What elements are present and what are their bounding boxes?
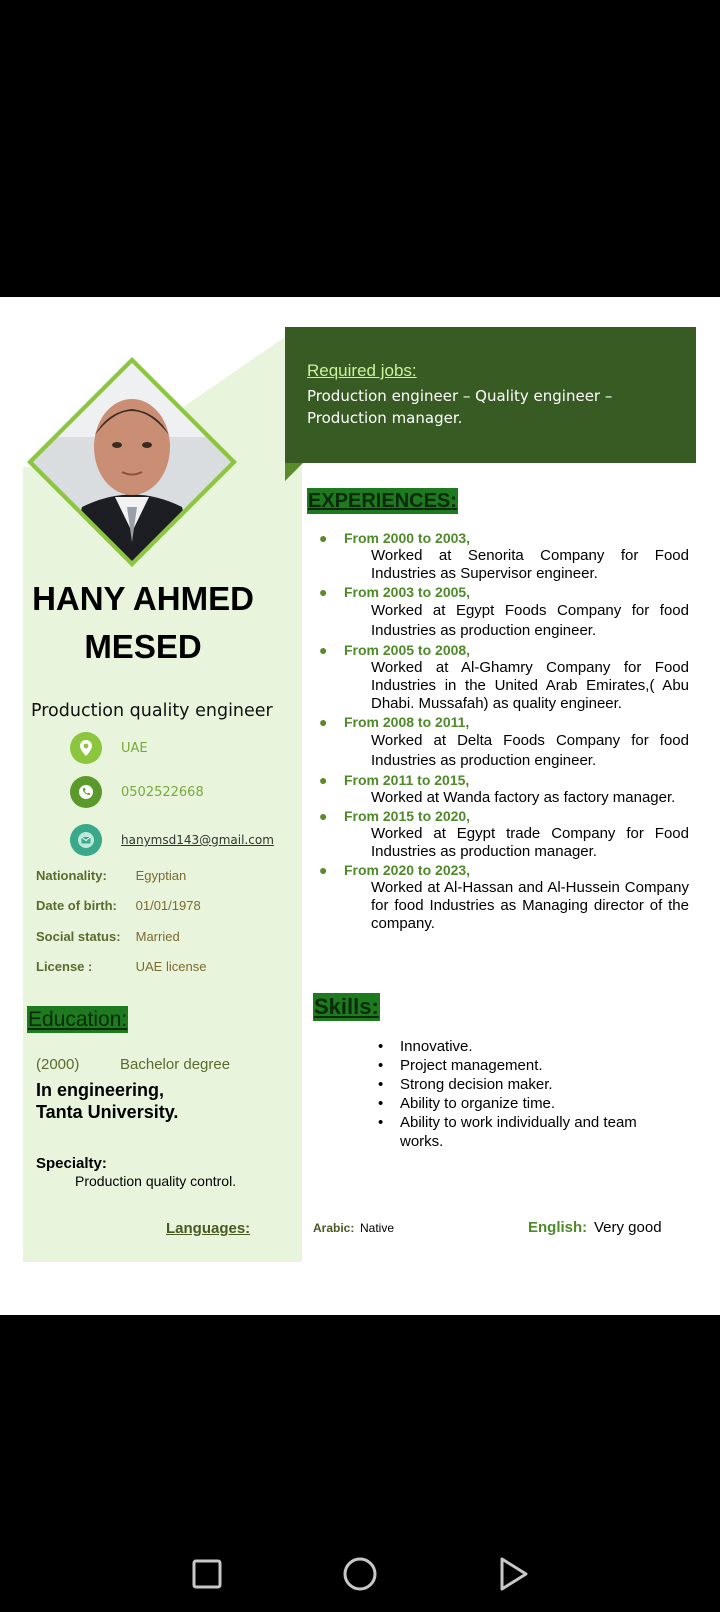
experience-desc: Worked at Egypt trade Company for Food Industries as production manager. xyxy=(371,825,689,860)
experience-desc: Worked at Al-Ghamry Company for Food Industries in the United Arab Emirates,( Abu Dhabi. Mussafah) as quality engineer. xyxy=(371,659,689,712)
skill-item: • Ability to organize time. xyxy=(378,1095,556,1112)
full-name: HANY AHMED MESED xyxy=(32,580,254,665)
profile-photo xyxy=(27,357,237,567)
circle-home-icon[interactable] xyxy=(340,1554,380,1594)
bullet-icon: ● xyxy=(319,714,328,730)
email-link[interactable]: hanymsd143@gmail.com xyxy=(121,833,274,847)
email-icon xyxy=(70,824,102,856)
skill-item: • Project management. xyxy=(378,1057,543,1074)
experience-item xyxy=(319,713,689,771)
info-social-status xyxy=(36,929,180,944)
education-field: In engineering, Tanta University. xyxy=(36,1080,179,1122)
bullet-icon: • xyxy=(378,1038,384,1055)
jobs-box-notch xyxy=(285,463,303,481)
info-license xyxy=(36,959,206,974)
info-label: Nationality: xyxy=(36,868,107,883)
bullet-icon: • xyxy=(378,1076,384,1093)
experience-period: From 2020 to 2023, xyxy=(344,862,471,878)
experience-item xyxy=(319,641,689,713)
experience-period: From 2015 to 2020, xyxy=(344,808,471,824)
contact-phone xyxy=(70,774,204,810)
bullet-icon: ● xyxy=(319,808,328,824)
skill-item: • Innovative. xyxy=(378,1038,473,1055)
info-dob xyxy=(36,898,201,913)
experience-list xyxy=(319,529,689,933)
phone-text: 0502522668 xyxy=(121,784,204,800)
required-jobs-text: Production engineer – Quality engineer – Production manager. xyxy=(307,387,613,427)
english-label: English: xyxy=(528,1219,588,1236)
info-label: License : xyxy=(36,959,93,974)
experience-item xyxy=(319,771,689,807)
english-value: Very good xyxy=(594,1219,662,1236)
resume-page xyxy=(0,297,720,1315)
bullet-icon: ● xyxy=(319,530,328,546)
info-label: Date of birth: xyxy=(36,898,117,913)
square-recents-icon[interactable] xyxy=(187,1554,227,1594)
system-navbar xyxy=(0,1540,720,1610)
specialty-value: Production quality control. xyxy=(75,1173,237,1189)
experience-desc: Worked at Wanda factory as factory manager. xyxy=(371,789,676,806)
info-value: Married xyxy=(135,929,180,944)
contact-email xyxy=(70,822,274,858)
info-value: 01/01/1978 xyxy=(135,898,201,913)
info-value: Egyptian xyxy=(135,868,187,883)
required-jobs-title: Required jobs: xyxy=(307,361,417,380)
experience-desc: Worked at Delta Foods Company for food Industries as production engineer. xyxy=(371,732,689,769)
languages-heading: Languages: xyxy=(166,1220,251,1237)
bullet-icon: ● xyxy=(319,584,328,600)
skills-heading: Skills: xyxy=(314,994,379,1019)
education-degree: Bachelor degree xyxy=(120,1056,231,1073)
specialty-label: Specialty: xyxy=(36,1155,107,1172)
skill-item: • Strong decision maker. xyxy=(378,1076,553,1093)
experience-desc: Worked at Senorita Company for Food Industries as Supervisor engineer. xyxy=(371,547,689,582)
bullet-icon: • xyxy=(378,1057,384,1074)
experience-period: From 2011 to 2015, xyxy=(344,772,470,788)
location-pin-icon xyxy=(70,732,102,764)
bullet-icon: ● xyxy=(319,772,328,788)
bullet-icon: • xyxy=(378,1114,384,1131)
experience-desc: Worked at Egypt Foods Company for food Industries as production engineer. xyxy=(371,602,689,639)
education-heading: Education: xyxy=(28,1008,128,1031)
location-text: UAE xyxy=(121,740,148,756)
contact-location xyxy=(70,730,148,766)
info-label: Social status: xyxy=(36,929,121,944)
bullet-icon: • xyxy=(378,1095,384,1112)
experience-period: From 2005 to 2008, xyxy=(344,642,471,658)
info-value: UAE license xyxy=(135,959,207,974)
skill-item: • Ability to work individually and team works. xyxy=(378,1114,637,1150)
skills-list xyxy=(378,1037,678,1151)
experience-item xyxy=(319,807,689,861)
info-nationality xyxy=(36,868,186,883)
experience-period: From 2000 to 2003, xyxy=(344,530,471,546)
experience-period: From 2003 to 2005, xyxy=(344,584,471,600)
experiences-heading: EXPERIENCES: xyxy=(308,490,457,512)
required-jobs-box xyxy=(285,327,696,463)
experience-item xyxy=(319,861,689,933)
bullet-icon: ● xyxy=(319,862,328,878)
profile-subtitle: Production quality engineer xyxy=(31,701,273,721)
phone-icon xyxy=(70,776,102,808)
arabic-value: Native xyxy=(360,1221,395,1235)
experience-desc: Worked at Al-Hassan and Al-Hussein Company for food Industries as Managing director of the company. xyxy=(371,879,689,932)
experience-item xyxy=(319,529,689,583)
arabic-label: Arabic: xyxy=(313,1221,355,1235)
education-year: (2000) xyxy=(36,1056,80,1073)
experience-period: From 2008 to 2011, xyxy=(344,714,470,730)
triangle-back-icon[interactable] xyxy=(493,1554,533,1594)
bullet-icon: ● xyxy=(319,642,328,658)
experience-item xyxy=(319,583,689,641)
